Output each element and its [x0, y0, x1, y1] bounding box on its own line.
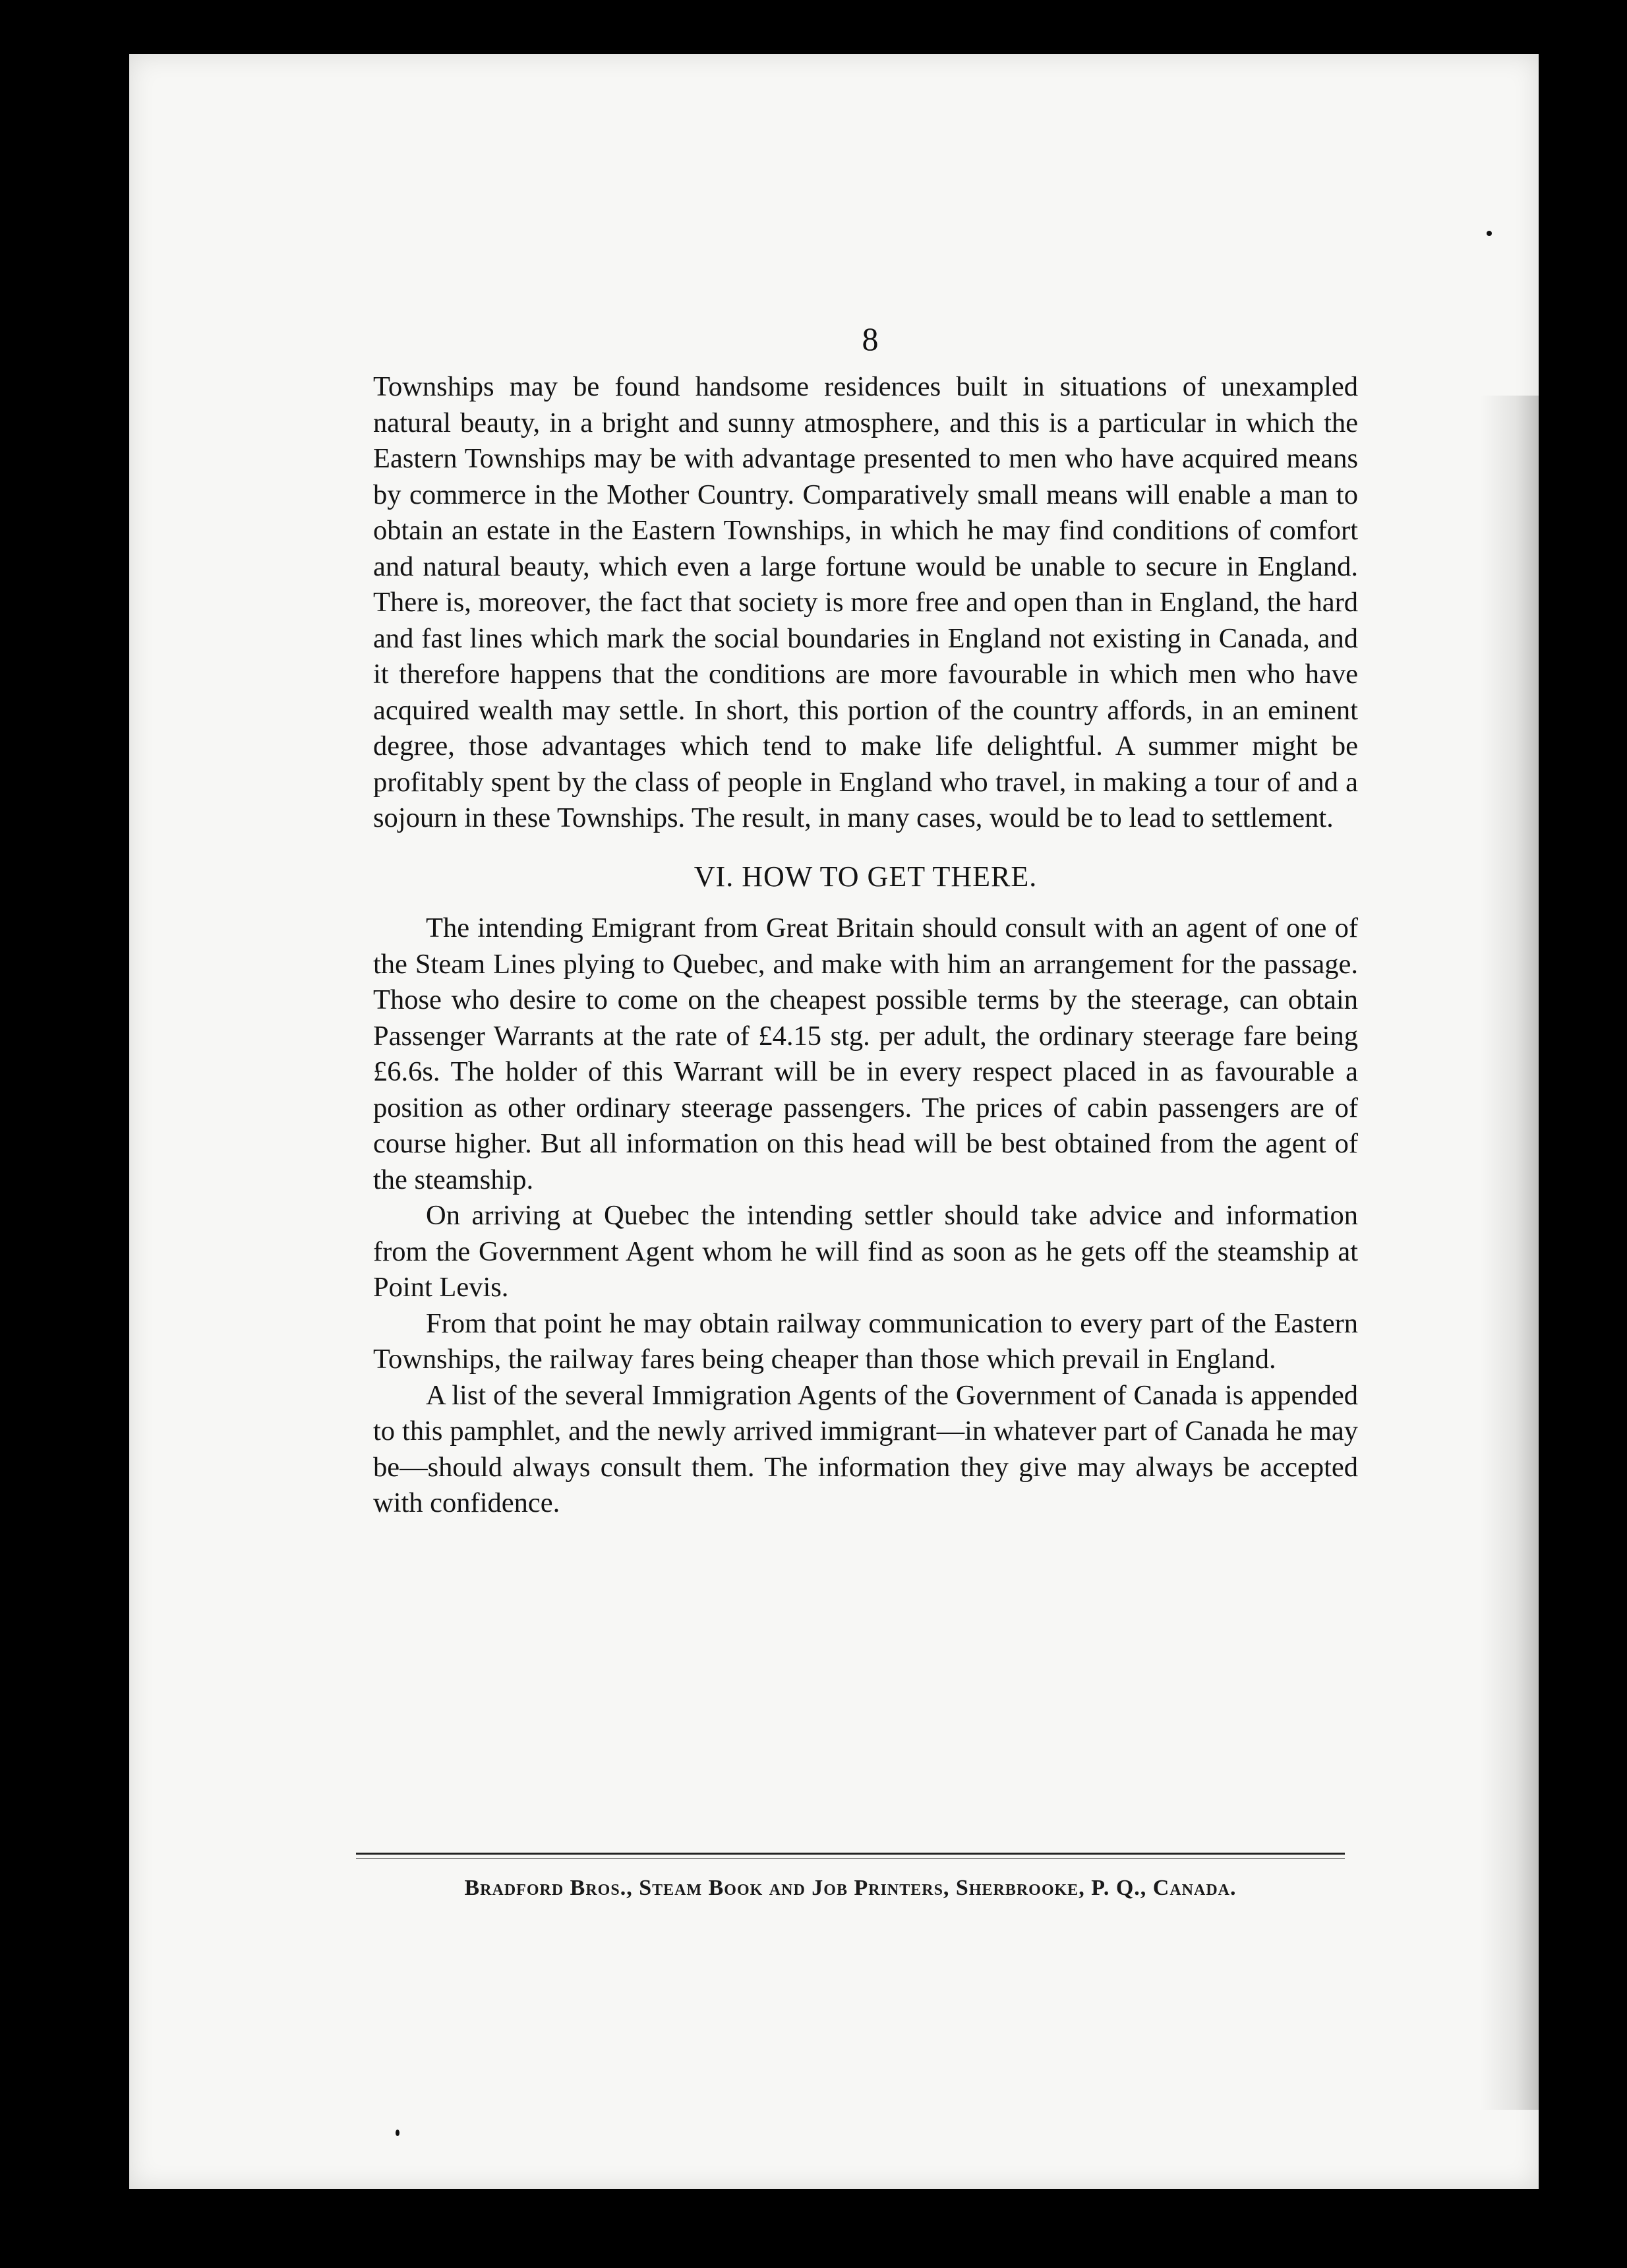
- ink-speck: [396, 2130, 399, 2136]
- paragraph: A list of the several Immigration Agents of the Government of Canada is appended to this pamphlet, and the newly arrived immigrant—in whatever part of Canada he may be—should always consult them. The information they give may always be accepted with confidence.: [373, 1379, 1358, 1518]
- body-text: [373, 369, 1358, 1522]
- paragraph: From that point he may obtain railway communication to every part of the Eastern Townships, the railway fares being cheaper than those which prevail in England.: [373, 1307, 1358, 1375]
- footer-rule-thin: [356, 1858, 1345, 1859]
- section-heading: VI. HOW TO GET THERE.: [694, 860, 1038, 893]
- paragraph: Townships may be found handsome residences built in situations of unexampled natural beauty, in a bright and sunny atmosphere, and this is a particular in which the Eastern Townships may be with advantage presented to men who have acquired means by commerce in the Mother Country. Comparatively small means will enable a man to obtain an estate in the Eastern Townships, in which he may find conditions of comfort and natural beauty, which even a large fortune would be unable to secure in England. There is, moreover, the fact that society is more free and open than in England, the hard and fast lines which mark the social boundaries in England not existing in Canada, and it therefore happens that the conditions are more favourable in which men who have acquired wealth may settle. In short, this portion of the country affords, in an eminent degree, those advantages which tend to make life delightful. A summer might be profitably spent by the class of people in England who travel, in making a tour of and a sojourn in these Townships. The result, in many cases, would be to lead to settlement.: [373, 371, 1358, 833]
- footer-rule: [356, 1853, 1345, 1855]
- paragraph: On arriving at Quebec the intending settler should take advice and information from the Government Agent whom he will find as soon as he gets off the steamship at Point Levis.: [373, 1200, 1358, 1303]
- page-number: 8: [862, 320, 879, 357]
- ink-speck: [1487, 231, 1492, 236]
- page-edge-shadow: [1480, 396, 1539, 2110]
- printer-imprint: Bradford Bros., Steam Book and Job Printers, Sherbrooke, P. Q., Canada.: [464, 1876, 1237, 1900]
- paragraph: The intending Emigrant from Great Britain should consult with an agent of one of the Steam Lines plying to Quebec, and make with him an arrangement for the passage. Those who desire to come on the cheapest possible terms by the steerage, can obtain Passenger Warrants at the rate of £4.15 stg. per adult, the ordinary steerage fare being £6.6s. The holder of this Warrant will be in every respect placed in as favourable a position as other ordinary steerage passengers. The prices of cabin passengers are of course higher. But all information on this head will be best obtained from the agent of the steamship.: [373, 912, 1358, 1195]
